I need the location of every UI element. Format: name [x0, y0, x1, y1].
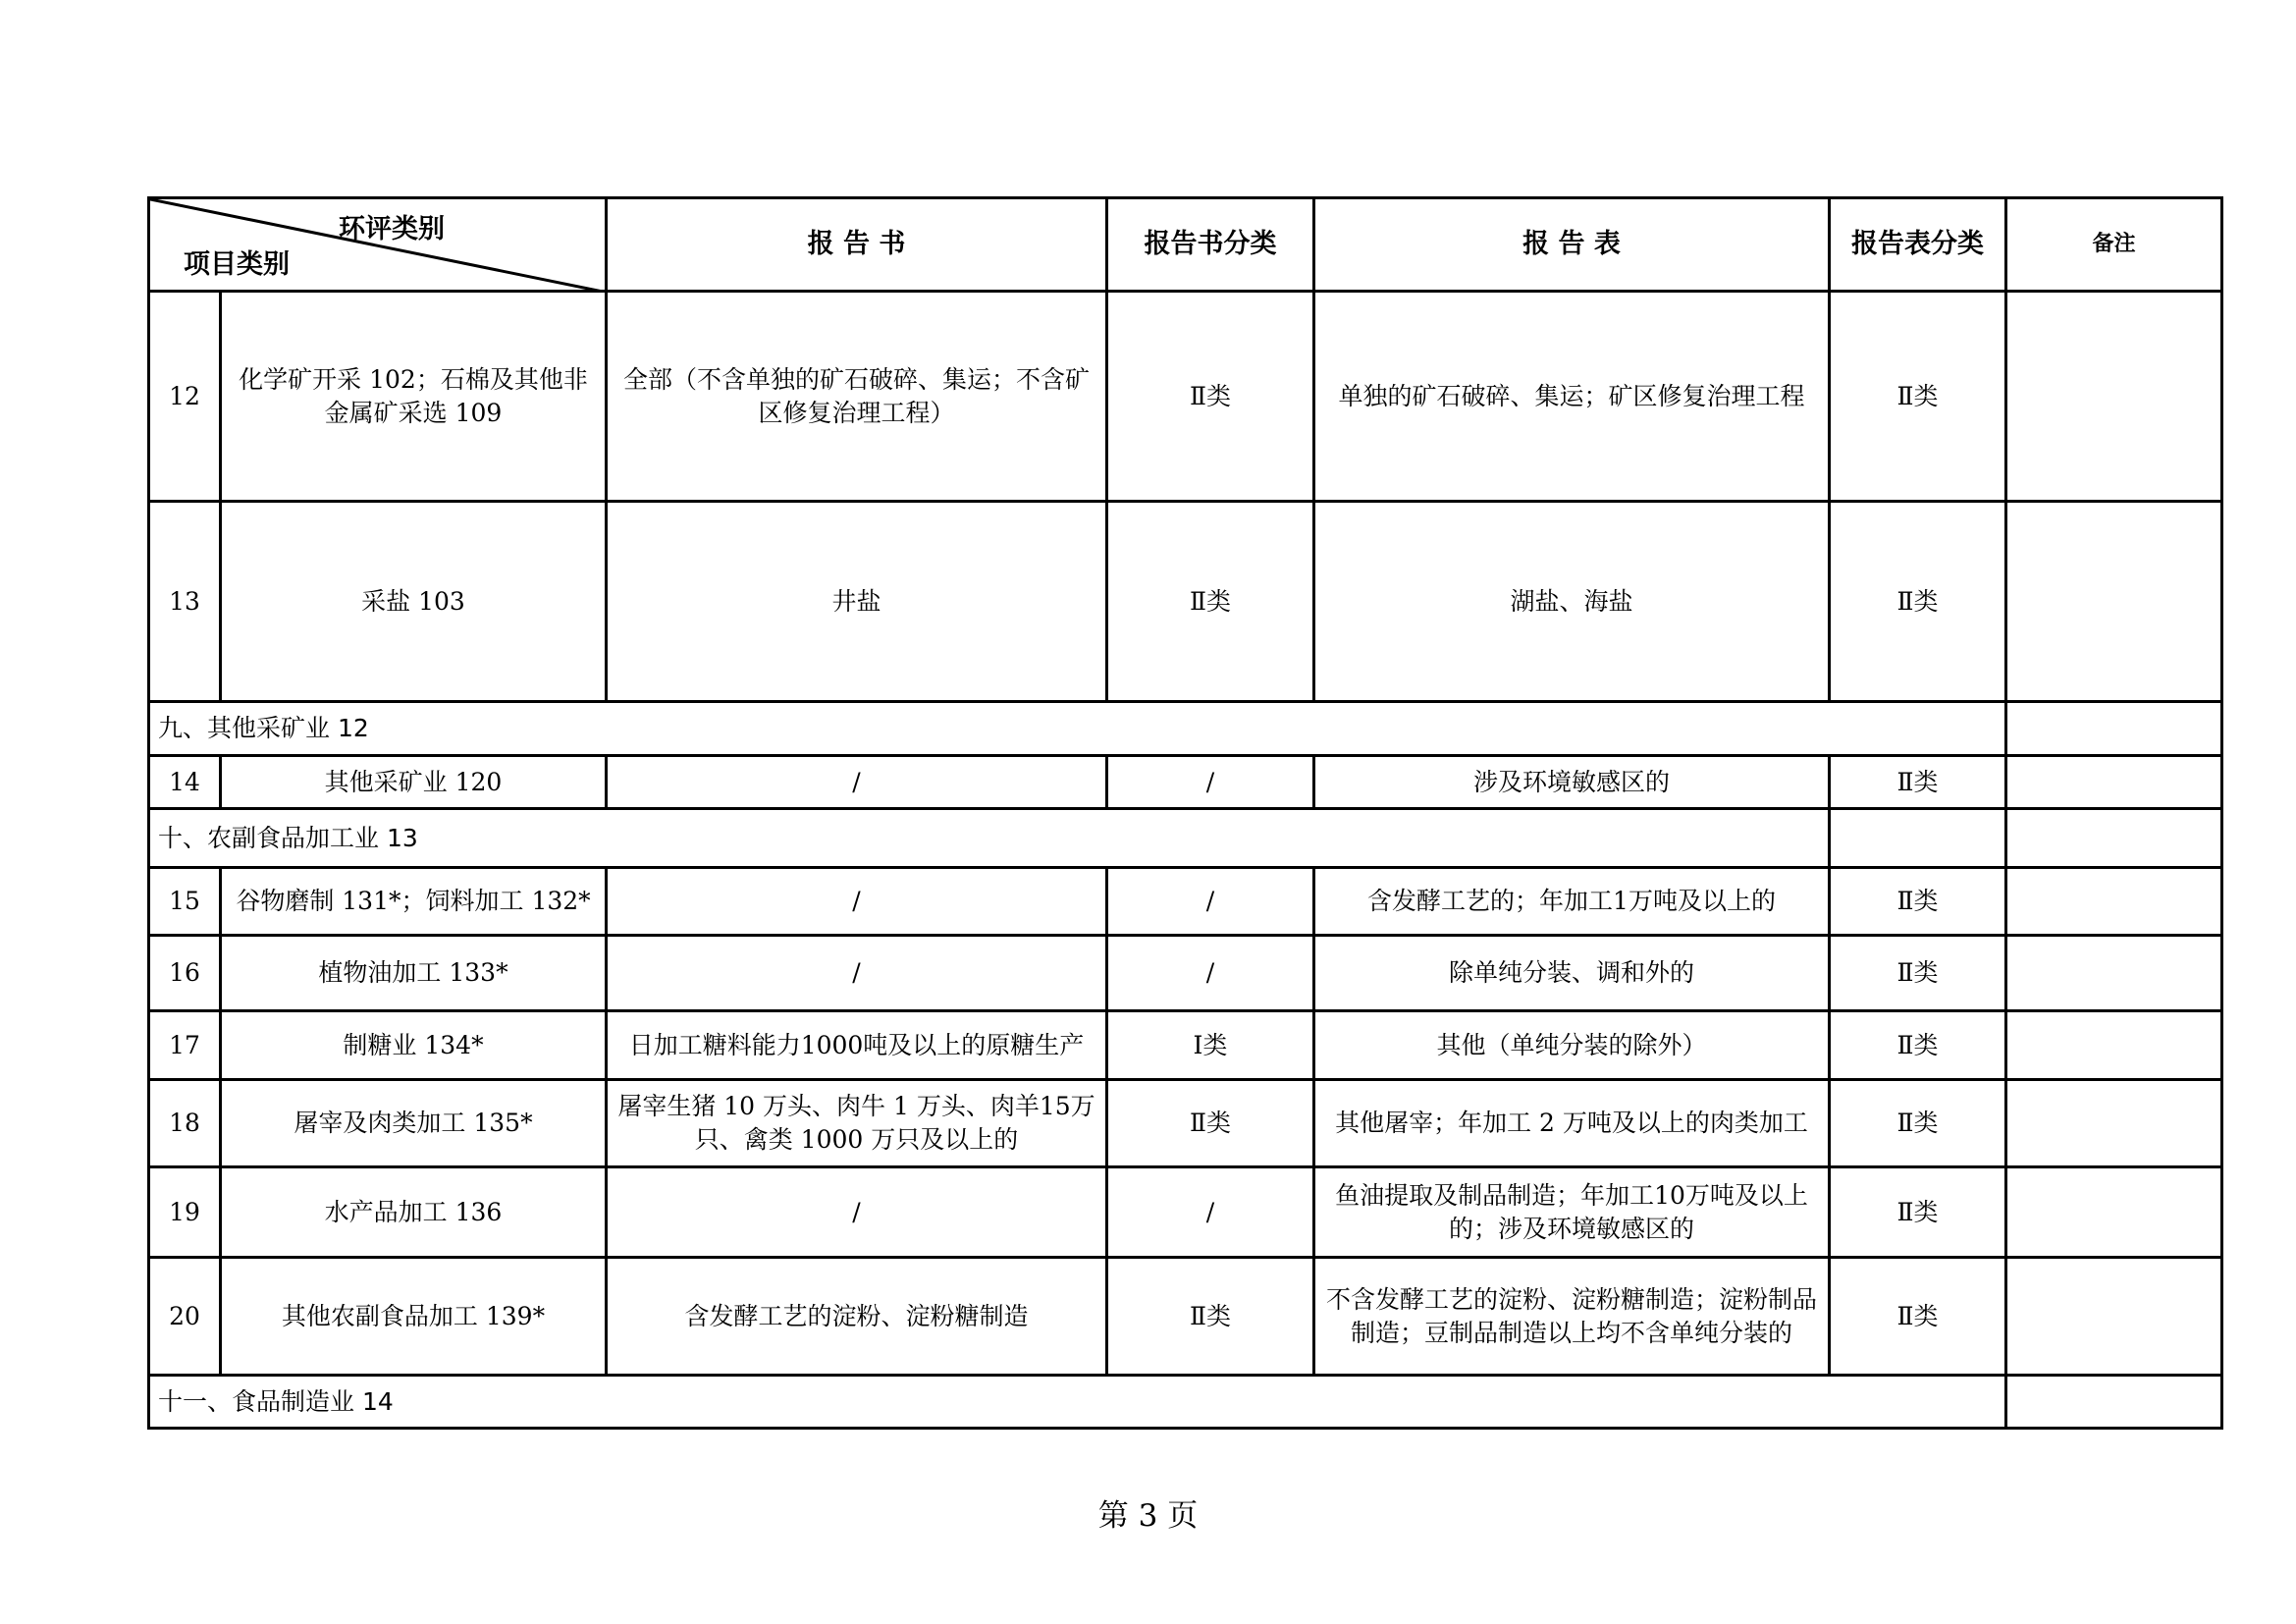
report-form-class: Ⅱ类 — [1830, 936, 2006, 1011]
report-book-class: / — [1107, 1167, 1314, 1258]
remark-cell — [2006, 1376, 2222, 1429]
report-form-class: Ⅱ类 — [1830, 756, 2006, 809]
table-row — [149, 868, 2222, 936]
report-book-scope: 全部（不含单独的矿石破碎、集运；不含矿区修复治理工程） — [607, 292, 1107, 502]
remarks-header: 备注 — [2006, 198, 2222, 292]
table-row — [149, 292, 2222, 502]
report-form-class: Ⅱ类 — [1830, 1258, 2006, 1376]
section-row — [149, 1376, 2222, 1429]
report-book-scope: 井盐 — [607, 502, 1107, 702]
remark-cell — [2006, 1258, 2222, 1376]
remark-cell — [2006, 868, 2222, 936]
remark-cell — [2006, 936, 2222, 1011]
row-number: 14 — [149, 756, 221, 809]
report-form-scope: 不含发酵工艺的淀粉、淀粉糖制造；淀粉制品制造；豆制品制造以上均不含单纯分装的 — [1314, 1258, 1830, 1376]
classification-table — [147, 196, 2223, 1430]
report-form-scope: 其他（单纯分装的除外） — [1314, 1011, 1830, 1080]
row-number: 19 — [149, 1167, 221, 1258]
report-book-class: Ⅱ类 — [1107, 1258, 1314, 1376]
report-form-class: Ⅱ类 — [1830, 1167, 2006, 1258]
report-form-class-header: 报告表分类 — [1830, 198, 2006, 292]
remark-cell — [2006, 809, 2222, 868]
row-number: 18 — [149, 1080, 221, 1167]
table-row — [149, 1080, 2222, 1167]
project-category-label: 项目类别 — [184, 249, 290, 280]
project-name: 采盐 103 — [221, 502, 607, 702]
section-extra-cell — [1830, 809, 2006, 868]
report-book-scope: / — [607, 868, 1107, 936]
section-title: 十一、食品制造业 14 — [149, 1376, 2006, 1429]
report-book-scope: / — [607, 756, 1107, 809]
project-name: 制糖业 134* — [221, 1011, 607, 1080]
report-book-class: / — [1107, 756, 1314, 809]
page-number: 第 3 页 — [1097, 1498, 1199, 1534]
report-form-class: Ⅱ类 — [1830, 292, 2006, 502]
project-name: 化学矿开采 102；石棉及其他非金属矿采选 109 — [221, 292, 607, 502]
row-number: 20 — [149, 1258, 221, 1376]
table-row — [149, 1258, 2222, 1376]
project-name: 屠宰及肉类加工 135* — [221, 1080, 607, 1167]
report-book-scope: / — [607, 936, 1107, 1011]
report-form-header: 报 告 表 — [1314, 198, 1830, 292]
report-book-header: 报 告 书 — [607, 198, 1107, 292]
table-row — [149, 936, 2222, 1011]
diagonal-header-cell — [149, 198, 607, 292]
report-book-scope: 含发酵工艺的淀粉、淀粉糖制造 — [607, 1258, 1107, 1376]
row-number: 13 — [149, 502, 221, 702]
project-name: 水产品加工 136 — [221, 1167, 607, 1258]
row-number: 15 — [149, 868, 221, 936]
report-form-scope: 涉及环境敏感区的 — [1314, 756, 1830, 809]
report-form-scope: 单独的矿石破碎、集运；矿区修复治理工程 — [1314, 292, 1830, 502]
report-form-scope: 其他屠宰；年加工 2 万吨及以上的肉类加工 — [1314, 1080, 1830, 1167]
project-name: 植物油加工 133* — [221, 936, 607, 1011]
project-name: 谷物磨制 131*；饲料加工 132* — [221, 868, 607, 936]
section-row — [149, 702, 2222, 756]
report-book-class: Ⅱ类 — [1107, 502, 1314, 702]
report-book-class: Ⅱ类 — [1107, 292, 1314, 502]
report-book-class: / — [1107, 936, 1314, 1011]
table-row — [149, 1167, 2222, 1258]
remark-cell — [2006, 502, 2222, 702]
row-number: 17 — [149, 1011, 221, 1080]
report-form-class: Ⅱ类 — [1830, 1011, 2006, 1080]
row-number: 16 — [149, 936, 221, 1011]
report-form-scope: 鱼油提取及制品制造；年加工10万吨及以上的；涉及环境敏感区的 — [1314, 1167, 1830, 1258]
report-book-class-header: 报告书分类 — [1107, 198, 1314, 292]
report-book-class: / — [1107, 868, 1314, 936]
remark-cell — [2006, 292, 2222, 502]
report-form-scope: 含发酵工艺的；年加工1万吨及以上的 — [1314, 868, 1830, 936]
section-title: 九、其他采矿业 12 — [149, 702, 2006, 756]
remark-cell — [2006, 1011, 2222, 1080]
env-category-label: 环评类别 — [339, 214, 445, 244]
report-form-scope: 除单纯分装、调和外的 — [1314, 936, 1830, 1011]
report-book-class: Ⅱ类 — [1107, 1080, 1314, 1167]
table-row — [149, 1011, 2222, 1080]
report-book-class: Ⅰ类 — [1107, 1011, 1314, 1080]
remark-cell — [2006, 1080, 2222, 1167]
report-form-class: Ⅱ类 — [1830, 502, 2006, 702]
remark-cell — [2006, 1167, 2222, 1258]
report-form-class: Ⅱ类 — [1830, 1080, 2006, 1167]
row-number: 12 — [149, 292, 221, 502]
report-book-scope: 日加工糖料能力1000吨及以上的原糖生产 — [607, 1011, 1107, 1080]
section-row — [149, 809, 2222, 868]
table-row — [149, 502, 2222, 702]
project-name: 其他采矿业 120 — [221, 756, 607, 809]
table-row — [149, 756, 2222, 809]
report-book-scope: / — [607, 1167, 1107, 1258]
project-name: 其他农副食品加工 139* — [221, 1258, 607, 1376]
remark-cell — [2006, 702, 2222, 756]
remark-cell — [2006, 756, 2222, 809]
table-header-row — [149, 198, 2222, 292]
report-form-class: Ⅱ类 — [1830, 868, 2006, 936]
section-title: 十、农副食品加工业 13 — [149, 809, 1830, 868]
report-form-scope: 湖盐、海盐 — [1314, 502, 1830, 702]
report-book-scope: 屠宰生猪 10 万头、肉牛 1 万头、肉羊15万只、禽类 1000 万只及以上的 — [607, 1080, 1107, 1167]
